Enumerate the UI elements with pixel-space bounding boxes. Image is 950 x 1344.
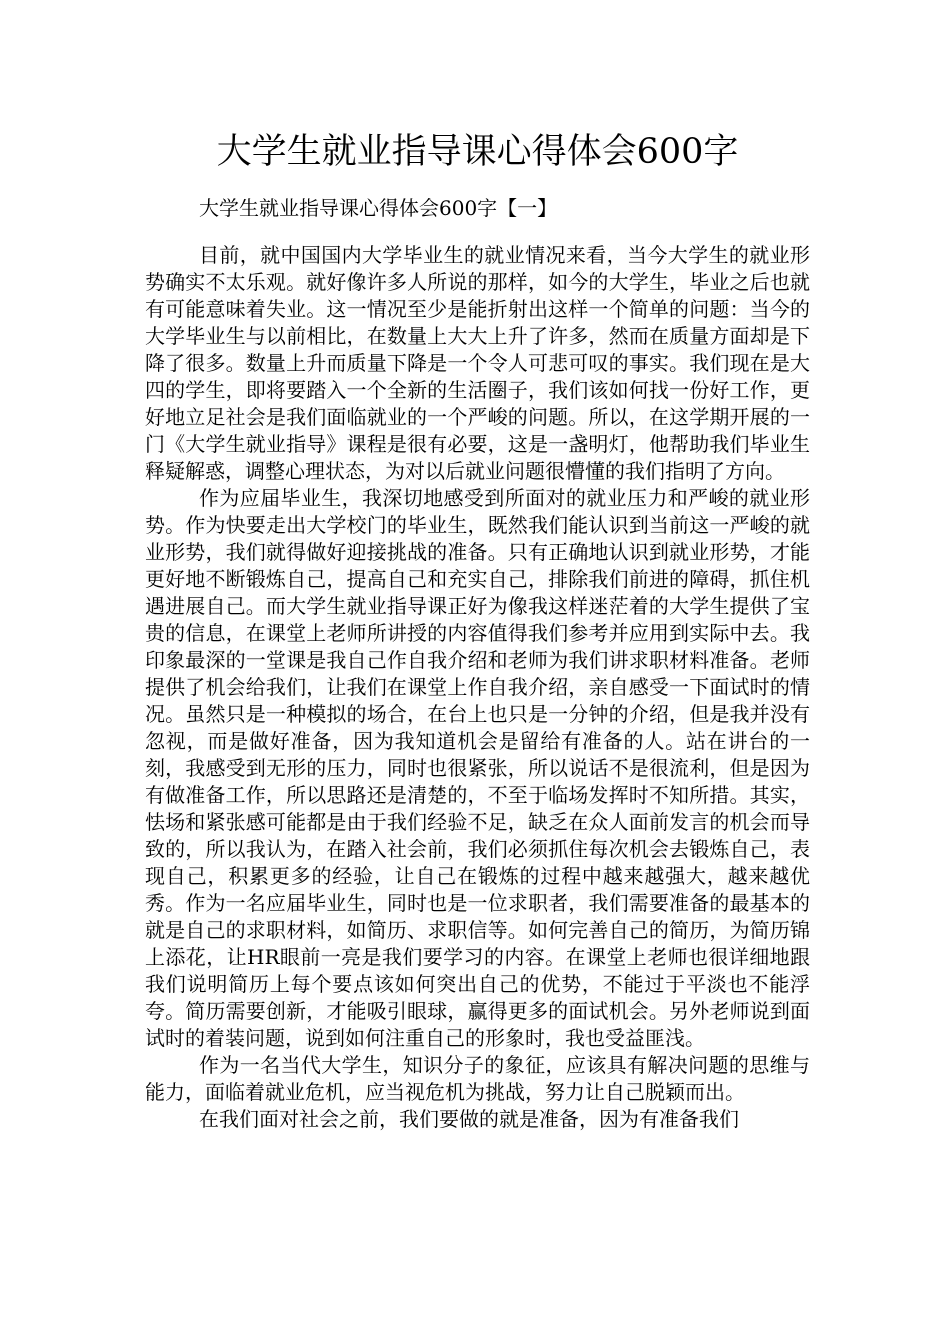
paragraph-3: 作为一名当代大学生，知识分子的象征，应该具有解决问题的思维与能力，面临着就业危机，应当视危机为挑战，努力让自己脱颖而出。 — [145, 1053, 810, 1104]
document-page — [145, 128, 810, 1133]
section-heading: 大学生就业指导课心得体会600字【一】 — [199, 196, 558, 220]
paragraph-1: 目前，就中国国内大学毕业生的就业情况来看，当今大学生的就业形势确实不太乐观。就好像许多人所说的那样，如今的大学生，毕业之后也就有可能意味着失业。这一情况至少是能折射出这样一个简单的问题：当今的大学毕业生与以前相比，在数量上大大上升了许多，然而在质量方面却是下降了很多。数量上升而质量下降是一个令人可悲可叹的事实。我们现在是大四的学生，即将要踏入一个全新的生活圈子，我们该如何找一份好工作，更好地立足社会是我们面临就业的一个严峻的问题。所以，在这学期开展的一门《大学生就业指导》课程是很有必要，这是一盏明灯，他帮助我们毕业生释疑解惑，调整心理状态，为对以后就业问题很懵懂的我们指明了方向。 — [145, 243, 810, 483]
paragraph-4: 在我们面对社会之前，我们要做的就是准备，因为有准备我们 — [199, 1107, 739, 1131]
paragraph-2: 作为应届毕业生，我深切地感受到所面对的就业压力和严峻的就业形势。作为快要走出大学校门的毕业生，既然我们能认识到当前这一严峻的就业形势，我们就得做好迎接挑战的准备。只有正确地认识到就业形势，才能更好地不断锻炼自己，提高自己和充实自己，排除我们前进的障碍，抓住机遇进展自己。而大学生就业指导课正好为像我这样迷茫着的大学生提供了宝贵的信息，在课堂上老师所讲授的内容值得我们参考并应用到实际中去。我印象最深的一堂课是我自己作自我介绍和老师为我们讲求职材料准备。老师提供了机会给我们，让我们在课堂上作自我介绍，亲自感受一下面试时的情况。虽然只是一种模拟的场合，在台上也只是一分钟的介绍，但是我并没有忽视，而是做好准备，因为我知道机会是留给有准备的人。站在讲台的一刻，我感受到无形的压力，同时也很紧张，所以说话不是很流利，但是因为有做准备工作，所以思路还是清楚的，不至于临场发挥时不知所措。其实，怯场和紧张感可能都是由于我们经验不足，缺乏在众人面前发言的机会而导致的，所以我认为，在踏入社会前，我们必须抓住每次机会去锻炼自己，表现自己，积累更多的经验，让自己在锻炼的过程中越来越强大，越来越优秀。作为一名应届毕业生，同时也是一位求职者，我们需要准备的最基本的就是自己的求职材料，如简历、求职信等。如何完善自己的简历，为简历锦上添花，让HR眼前一亮是我们要学习的内容。在课堂上老师也很详细地跟我们说明简历上每个要点该如何突出自己的优势，不能过于平淡也不能浮夸。简历需要创新，才能吸引眼球，赢得更多的面试机会。另外老师说到面试时的着装问题，说到如何注重自己的形象时，我也受益匪浅。 — [145, 486, 810, 1050]
page-title: 大学生就业指导课心得体会600字 — [216, 132, 739, 172]
